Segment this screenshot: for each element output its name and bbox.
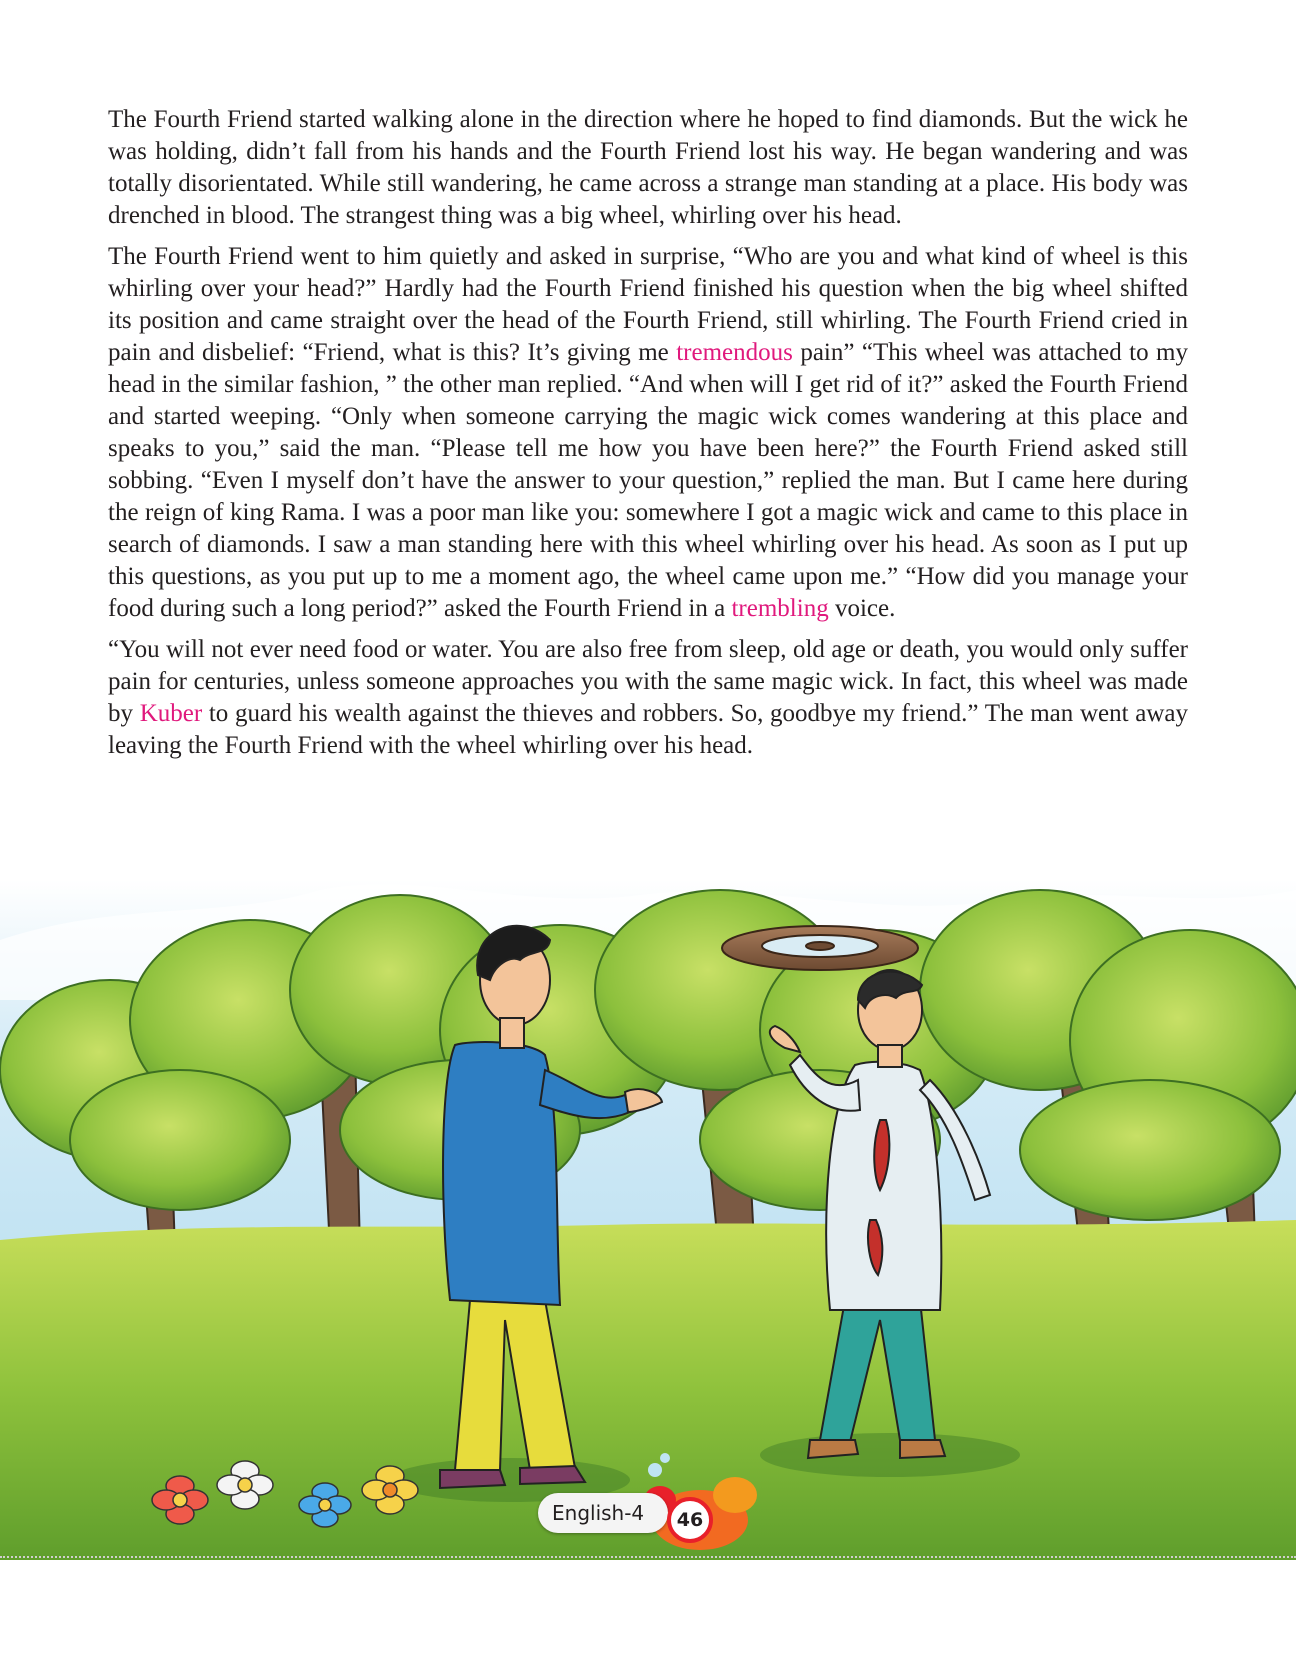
shadow-right <box>760 1433 1020 1477</box>
paragraph-3-text-b: to guard his wealth against the thieves and robbers. So, goodbye my friend.” The man went away leaving the Fourth Friend with the wheel whirling over his head. <box>108 700 1188 759</box>
highlight-word-kuber: Kuber <box>139 700 203 727</box>
paragraph-3 <box>108 634 1188 762</box>
paragraph-2 <box>108 241 1188 625</box>
story-text <box>108 104 1188 771</box>
highlight-word-trembling: trembling <box>731 595 829 622</box>
paragraph-1-text: The Fourth Friend started walking alone in the direction where he hoped to find diamonds. But the wick he was holding, didn’t fall from his hands and the Fourth Friend lost his way. He began wandering and was totally disorientated. While still wandering, he came across a strange man standing at a place. His body was drenched in blood. The strangest thing was a big wheel, whirling over his head. <box>108 106 1188 229</box>
highlight-word-tremendous: tremendous <box>676 339 793 366</box>
whirling-wheel <box>722 926 918 970</box>
story-illustration <box>0 880 1296 1560</box>
paragraph-2-text-c: voice. <box>828 595 896 622</box>
paragraph-1 <box>108 104 1188 232</box>
paragraph-2-text-b: pain” “This wheel was attached to my head in the similar fashion, ” the other man replied. “And when will I get rid of it?” asked the Fourth Friend and started weeping. “Only when someone carrying the magic wick comes wandering at this place and speaks to you,” said the man. “Please tell me how you have been here?” the Fourth Friend asked still sobbing. “Even I myself don’t have the answer to your question,” replied the man. But I came here during the reign of king Rama. I was a poor man like you: somewhere I got a magic wick and came to this place in search of diamonds. I saw a man standing here with this wheel whirling over his head. As soon as I put up this questions, as you put up to me a moment ago, the wheel came upon me.” “How did you manage your food during such a long period?” asked the Fourth Friend in a <box>108 339 1188 622</box>
paragraph-3-text-a: “You will not ever need food or water. You are also free from sleep, old age or death, you would only suffer pain for centuries, unless someone approaches you with the same magic wick. In fact, this wheel was made by <box>108 636 1188 727</box>
book-label: English-4 <box>538 1493 668 1533</box>
paragraph-2-text-a: The Fourth Friend went to him quietly and asked in surprise, “Who are you and what kind of wheel is this whirling over your head?” Hardly had the Fourth Friend finished his question when the big wheel shifted its position and came straight over the head of the Fourth Friend, still whirling. The Fourth Friend cried in pain and disbelief: “Friend, what is this? It’s giving me <box>108 243 1188 366</box>
page-number: 46 <box>667 1497 713 1543</box>
bottom-divider <box>0 1556 1296 1558</box>
